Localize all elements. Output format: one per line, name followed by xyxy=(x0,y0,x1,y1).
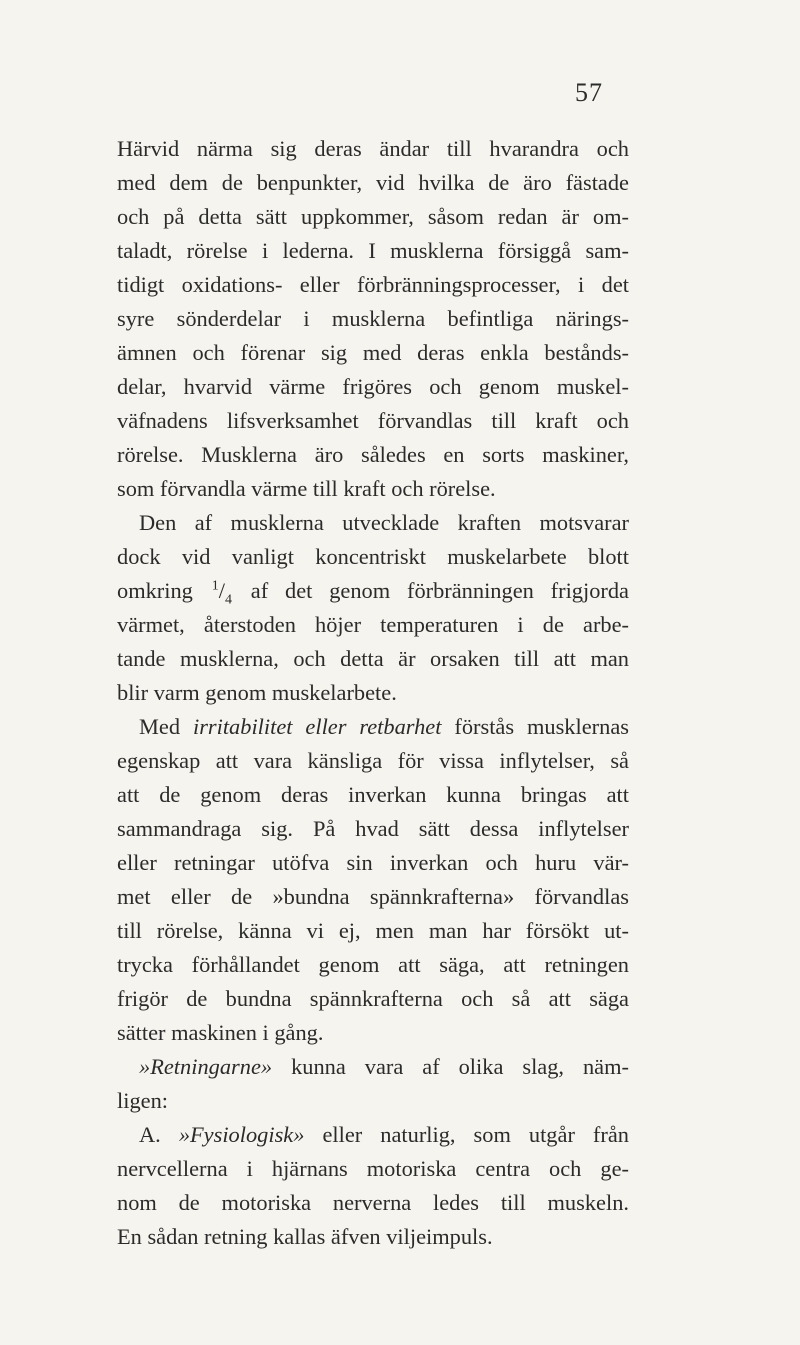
text-line: frigör de bundna spännkrafterna och så att säga xyxy=(117,986,629,1011)
text-line: att de genom deras inverkan kunna bringas att xyxy=(117,782,629,807)
text-line-mixed xyxy=(117,1118,629,1152)
text-segment-italic: »Fysiologisk» xyxy=(178,1122,305,1147)
text-line: En sådan retning kallas äfven viljeimpuls. xyxy=(117,1224,493,1249)
text-segment: förstås musklernas xyxy=(454,714,629,739)
text-line: delar, hvarvid värme frigöres och genom muskel- xyxy=(117,374,629,399)
text-line-mixed xyxy=(117,1050,629,1084)
text-segment: omkring xyxy=(117,578,193,603)
text-line: taladt, rörelse i lederna. I musklerna försiggå sam- xyxy=(117,238,629,263)
text-line: trycka förhållandet genom att säga, att retningen xyxy=(117,952,629,977)
text-line: eller retningar utöfva sin inverkan och huru vär- xyxy=(117,850,629,875)
text-line: värmet, återstoden höjer temperaturen i de arbe- xyxy=(117,612,629,637)
text-segment: A. xyxy=(139,1122,161,1147)
page-number: 57 xyxy=(575,78,603,107)
text-line: dock vid vanligt koncentriskt muskelarbete blott xyxy=(117,544,629,569)
text-line: rörelse. Musklerna äro således en sorts maskiner, xyxy=(117,442,629,467)
text-line: ligen: xyxy=(117,1088,168,1113)
text-line: blir varm genom muskelarbete. xyxy=(117,680,397,705)
text-line: Den af musklerna utvecklade kraften motsvarar xyxy=(139,510,629,535)
text-line: met eller de »bundna spännkrafterna» förvandlas xyxy=(117,884,629,909)
text-line: tande musklerna, och detta är orsaken till att man xyxy=(117,646,629,671)
text-line: med dem de benpunkter, vid hvilka de äro fästade xyxy=(117,170,629,195)
text-line: nervcellerna i hjärnans motoriska centra och ge- xyxy=(117,1156,629,1181)
fraction: $^1/_4$ xyxy=(211,578,232,608)
text-line: syre sönderdelar i musklerna befintliga närings- xyxy=(117,306,629,331)
text-segment: af det genom förbränningen frigjorda xyxy=(250,578,629,603)
text-segment-italic: irritabilitet eller retbarhet xyxy=(192,714,442,739)
text-line: sammandraga sig. På hvad sätt dessa inflytelser xyxy=(117,816,629,841)
text-line: Härvid närma sig deras ändar till hvarandra och xyxy=(117,136,629,161)
text-line: nom de motoriska nerverna ledes till muskeln. xyxy=(117,1190,629,1215)
text-line-fraction xyxy=(117,574,629,608)
fraction-numerator: 1 xyxy=(211,578,219,594)
text-line: och på detta sätt uppkommer, såsom redan är om- xyxy=(117,204,629,229)
text-line: väfnadens lifsverksamhet förvandlas till kraft och xyxy=(117,408,629,433)
text-segment-italic: »Retningarne» xyxy=(139,1054,273,1079)
text-line: tidigt oxidations- eller förbränningsprocesser, i det xyxy=(117,272,629,297)
text-line: som förvandla värme till kraft och rörelse. xyxy=(117,476,496,501)
text-segment: eller naturlig, som utgår från xyxy=(322,1122,629,1147)
fraction-denominator: 4 xyxy=(224,592,232,608)
text-line: sätter maskinen i gång. xyxy=(117,1020,324,1045)
text-line-mixed xyxy=(117,710,629,744)
text-line: egenskap att vara känsliga för vissa inflytelser, så xyxy=(117,748,629,773)
text-segment: Med xyxy=(139,714,181,739)
text-line: ämnen och förenar sig med deras enkla bestånds- xyxy=(117,340,629,365)
text-line: till rörelse, känna vi ej, men man har försökt ut- xyxy=(117,918,629,943)
body-text xyxy=(117,132,629,1254)
text-segment: kunna vara af olika slag, näm- xyxy=(291,1054,629,1079)
